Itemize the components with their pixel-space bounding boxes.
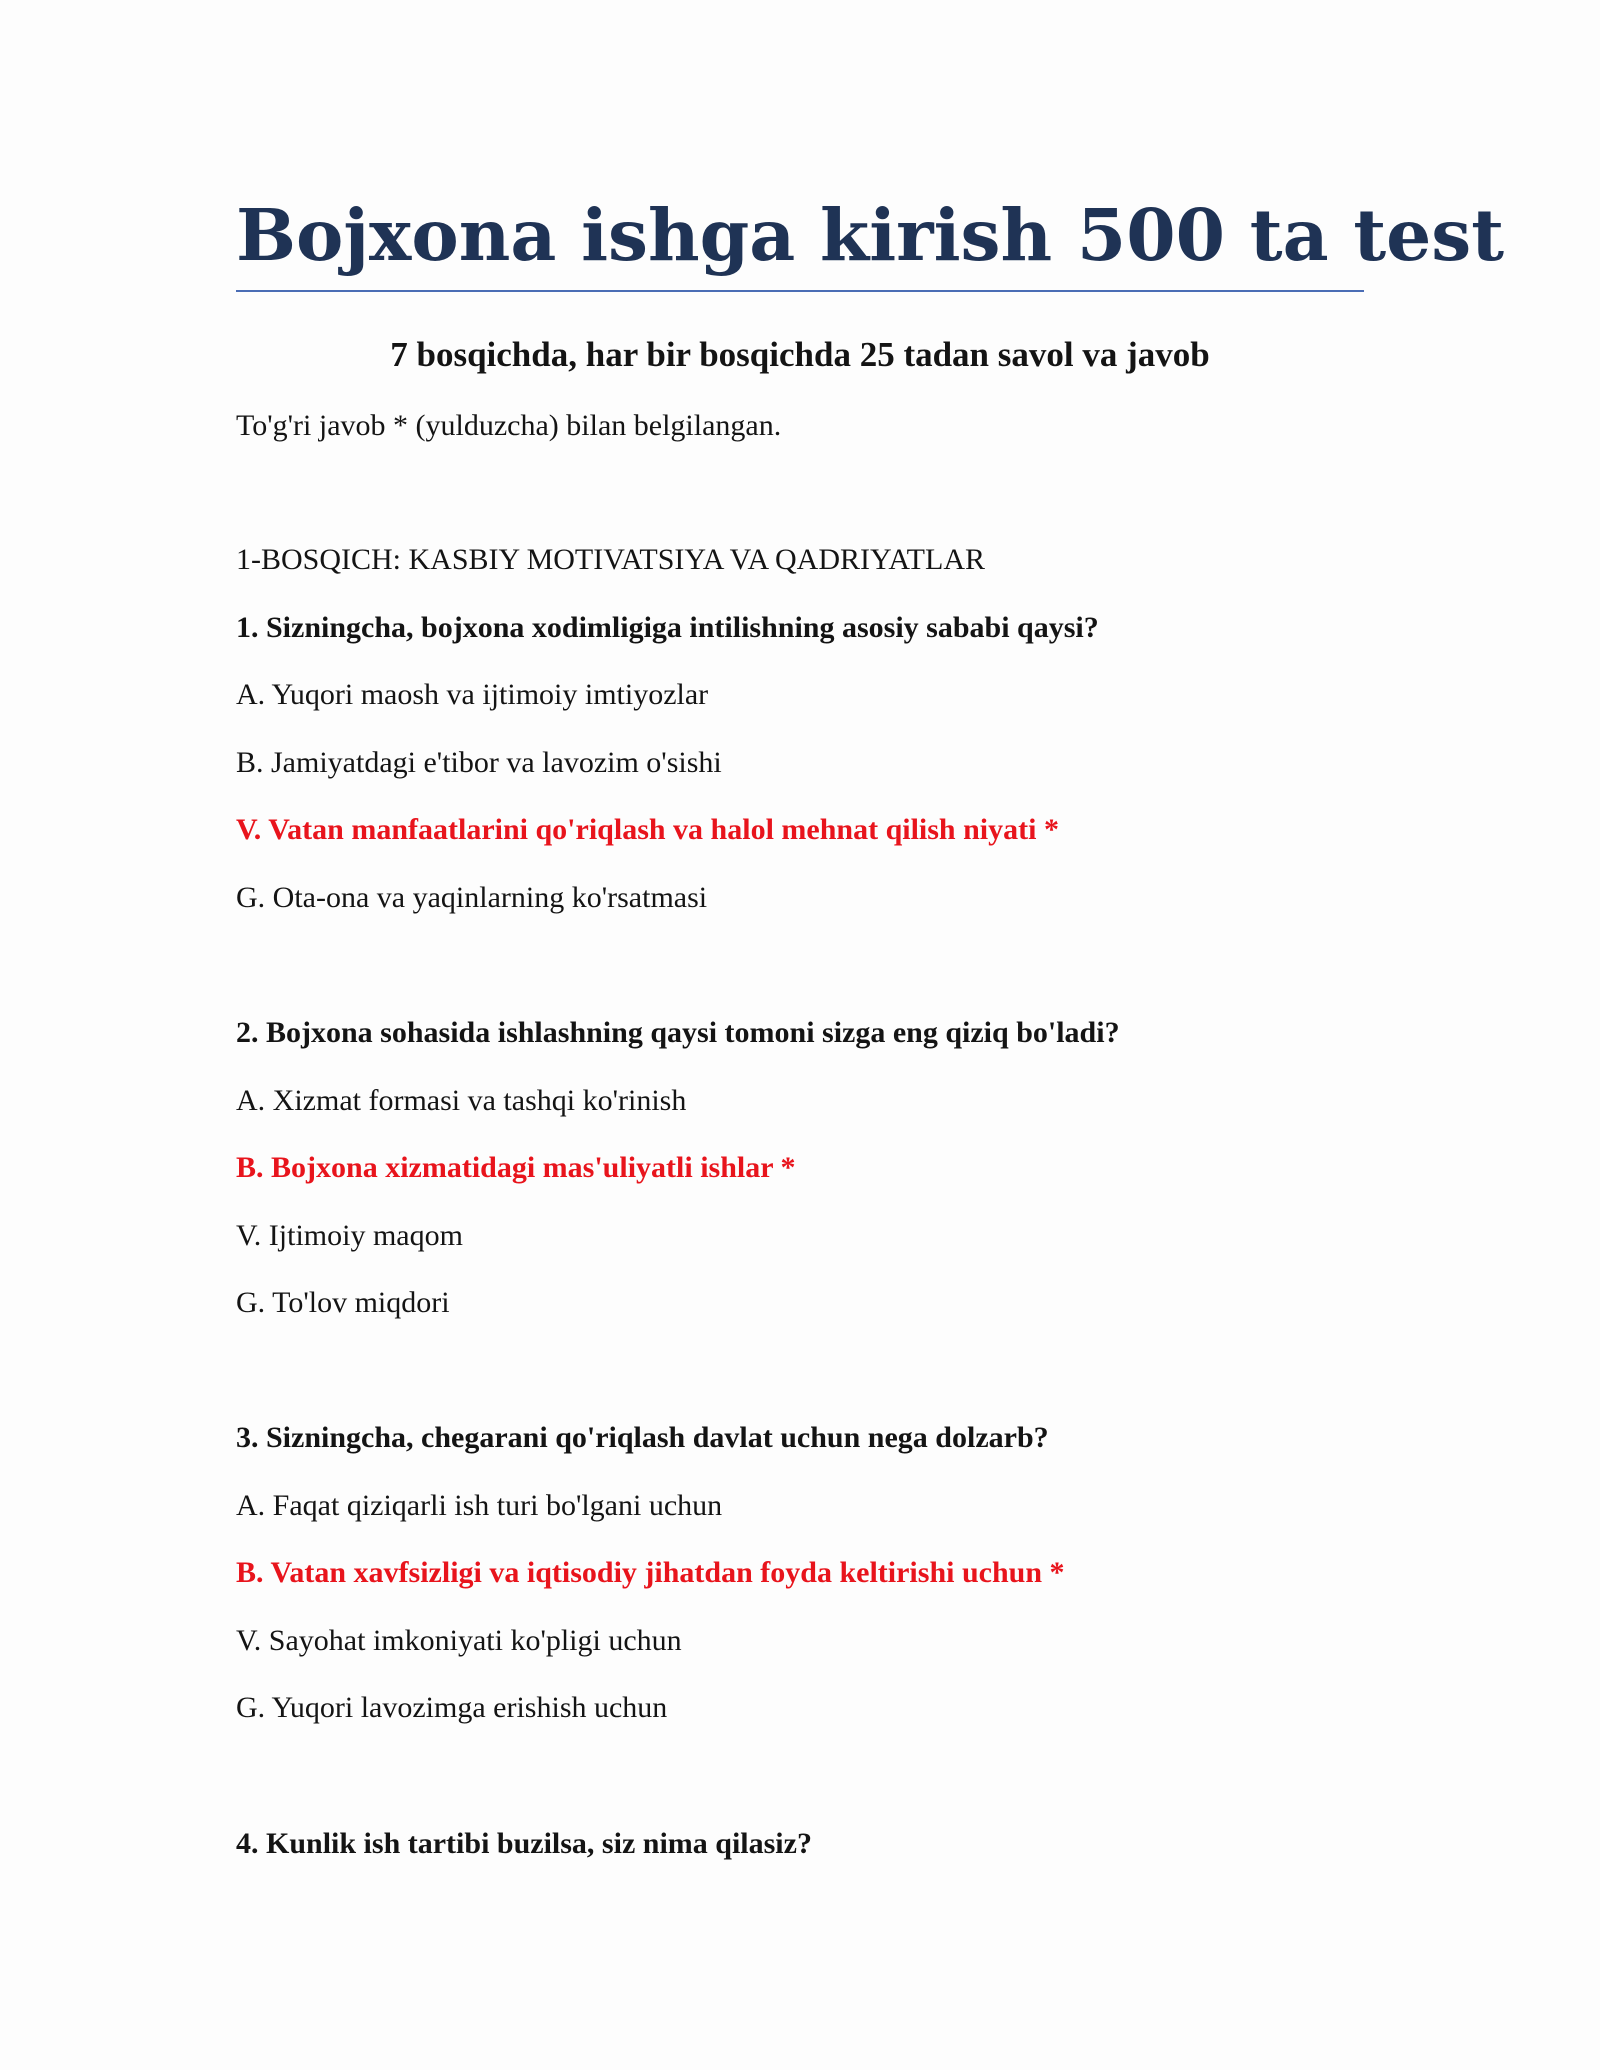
question-1-option-v-correct: V. Vatan manfaatlarini qo'riqlash va halol mehnat qilish niyati * — [236, 813, 1059, 846]
question-3-option-v: V. Sayohat imkoniyati ko'pligi uchun — [236, 1624, 682, 1657]
question-3-option-g: G. Yuqori lavozimga erishish uchun — [236, 1691, 668, 1724]
question-2-option-a: A. Xizmat formasi va tashqi ko'rinish — [236, 1084, 687, 1117]
question-3-option-a: A. Faqat qiziqarli ish turi bo'lgani uchun — [236, 1489, 723, 1522]
question-1: 1. Sizningcha, bojxona xodimligiga intilishning asosiy sababi qaysi? — [236, 611, 1099, 644]
question-2-option-g: G. To'lov miqdori — [236, 1286, 450, 1319]
document-title: Bojxona ishga kirish 500 ta test — [236, 193, 1505, 277]
question-4: 4. Kunlik ish tartibi buzilsa, siz nima qilasiz? — [236, 1827, 812, 1860]
section-title: 1-BOSQICH: KASBIY MOTIVATSIYA VA QADRIYATLAR — [236, 543, 985, 576]
question-2-option-v: V. Ijtimoiy maqom — [236, 1219, 463, 1252]
question-3: 3. Sizningcha, chegarani qo'riqlash davlat uchun nega dolzarb? — [236, 1421, 1049, 1454]
question-2: 2. Bojxona sohasida ishlashning qaysi tomoni sizga eng qiziq bo'ladi? — [236, 1016, 1120, 1049]
question-1-option-b: B. Jamiyatdagi e'tibor va lavozim o'sishi — [236, 746, 722, 779]
question-3-option-b-correct: B. Vatan xavfsizligi va iqtisodiy jihatdan foyda keltirishi uchun * — [236, 1556, 1065, 1589]
question-1-option-a: A. Yuqori maosh va ijtimoiy imtiyozlar — [236, 678, 709, 711]
document-subtitle: 7 bosqichda, har bir bosqichda 25 tadan savol va javob — [390, 335, 1210, 374]
question-2-option-b-correct: B. Bojxona xizmatidagi mas'uliyatli ishlar * — [236, 1151, 796, 1184]
question-1-option-g: G. Ota-ona va yaqinlarning ko'rsatmasi — [236, 881, 708, 914]
answer-key-note: To'g'ri javob * (yulduzcha) bilan belgilangan. — [236, 409, 782, 442]
title-underline — [236, 290, 1364, 292]
